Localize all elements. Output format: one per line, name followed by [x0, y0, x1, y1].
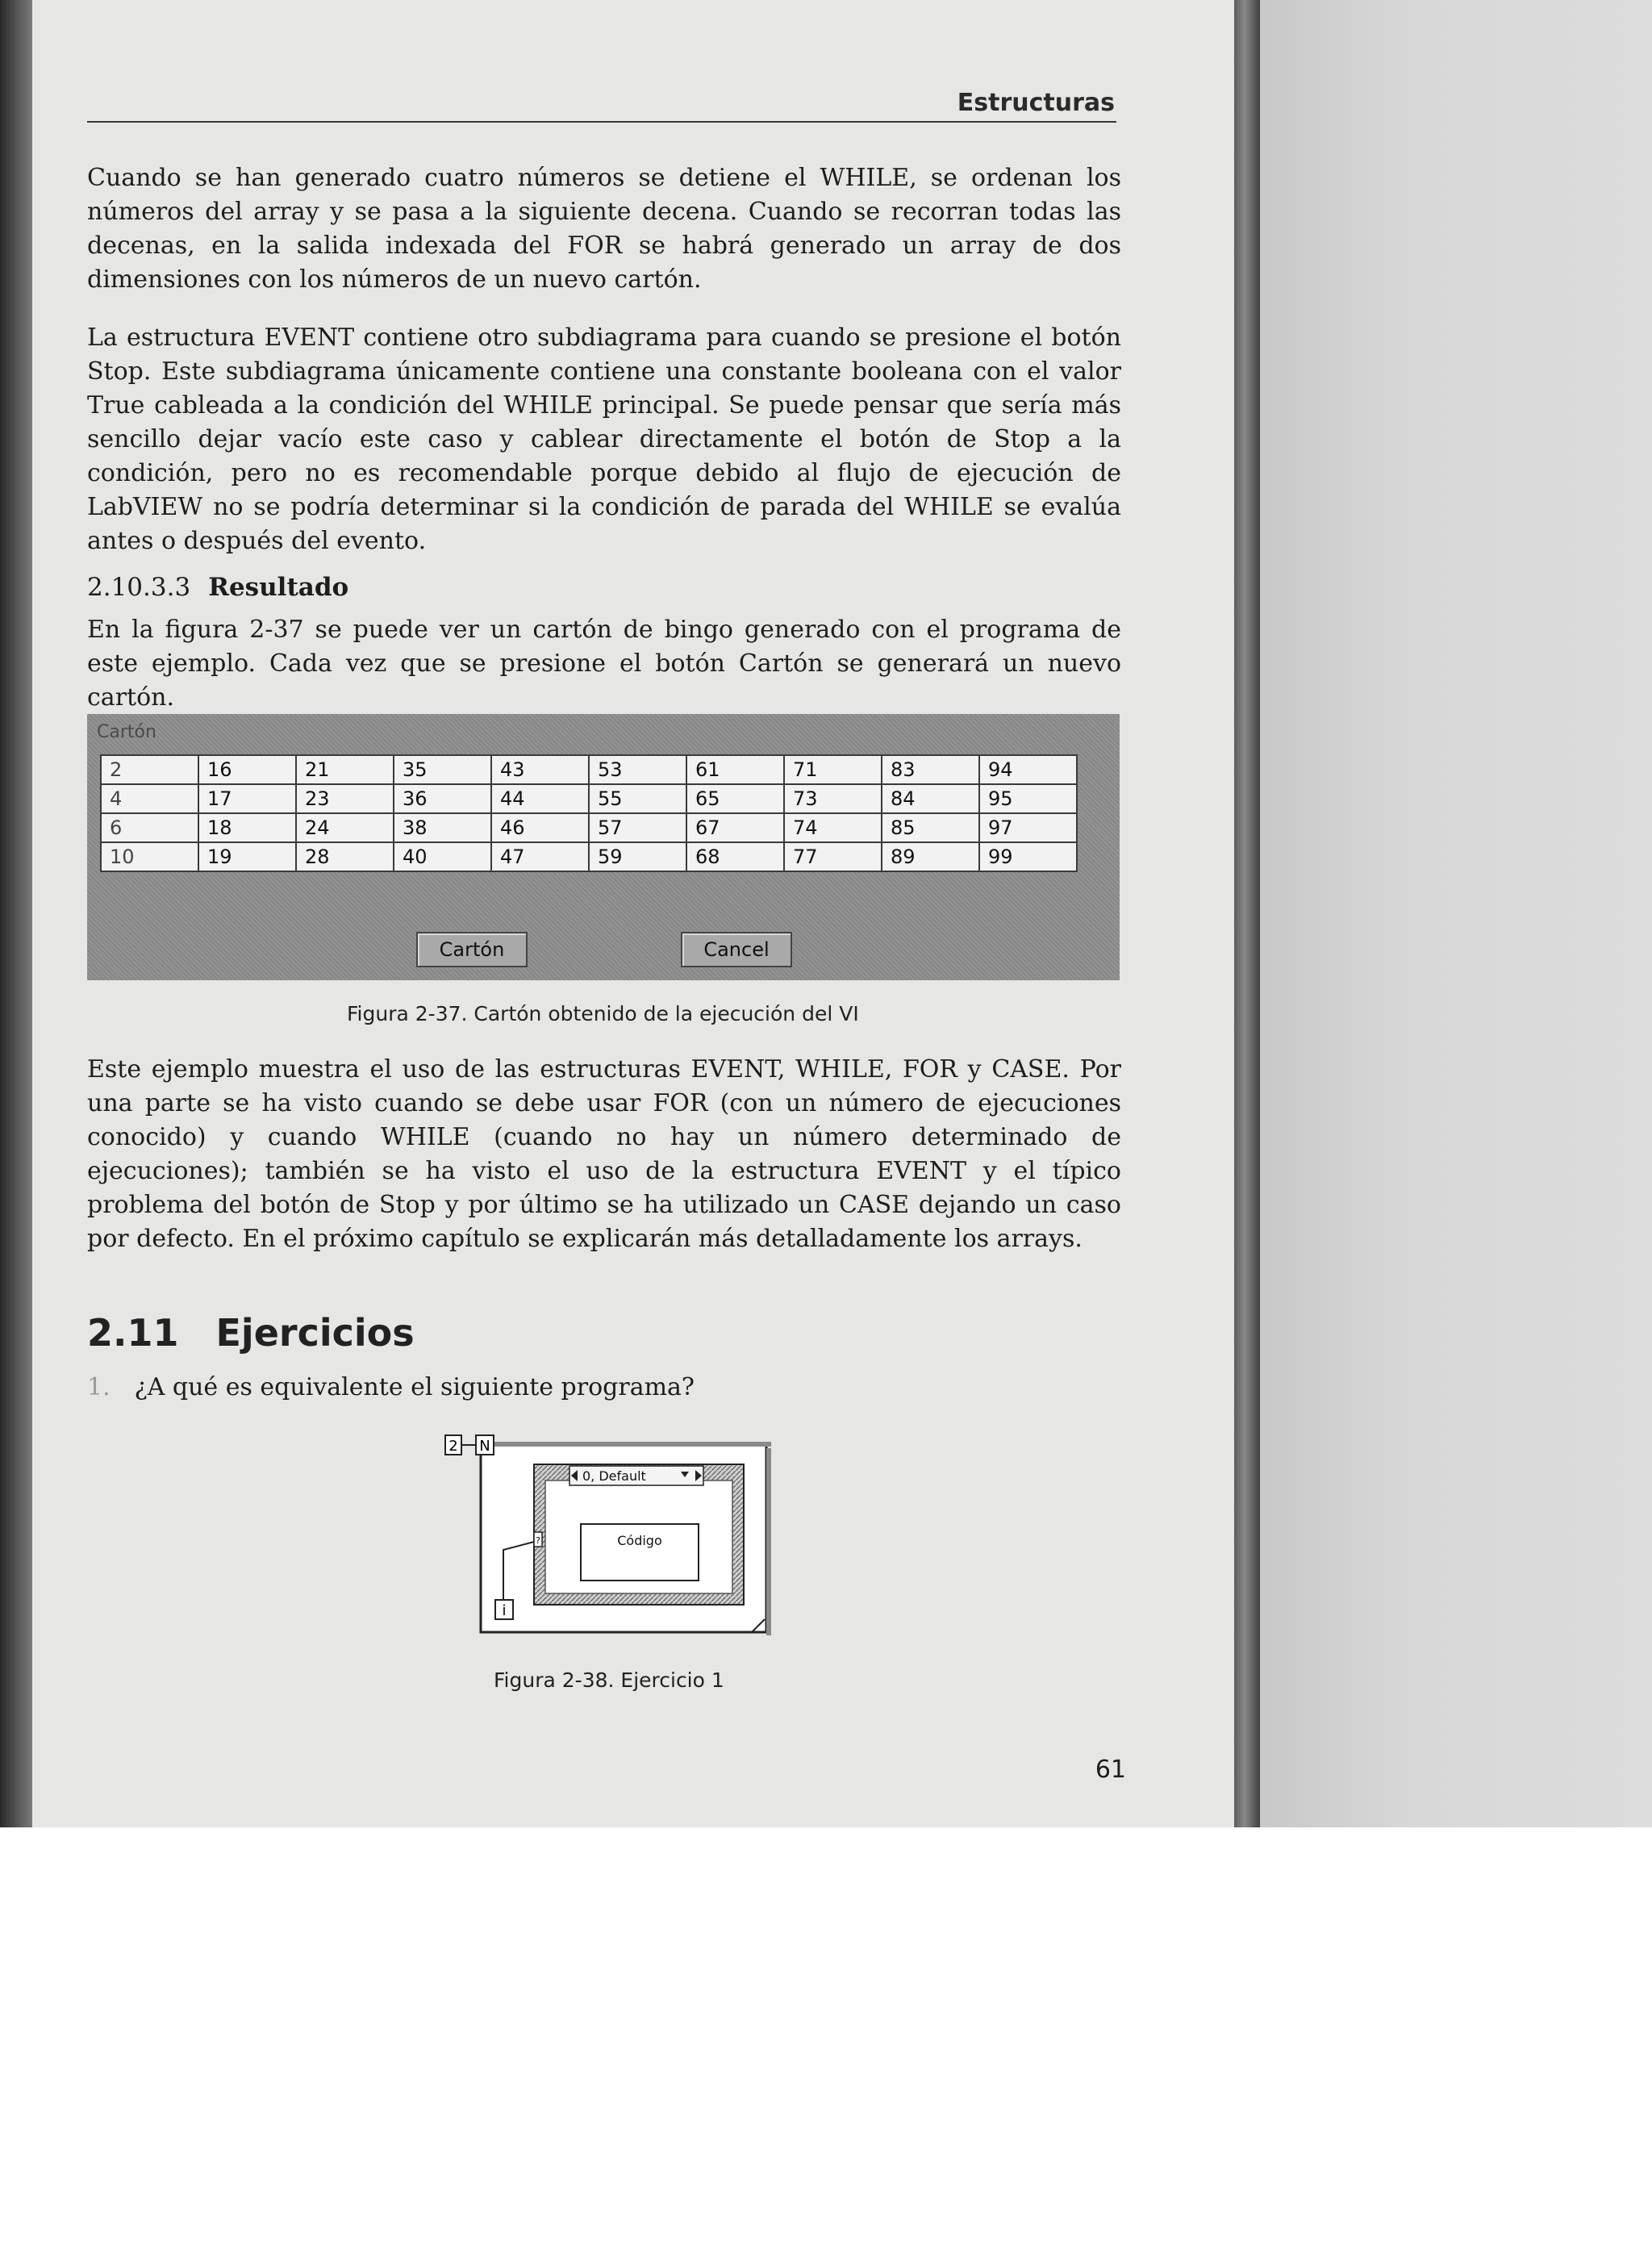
table-cell: 74 [784, 813, 882, 842]
paragraph-4: Este ejemplo muestra el uso de las estructuras EVENT, WHILE, FOR y CASE. Por una parte se ha visto cuando se debe usar FOR (con un número de ejecuciones conocido) y cuando WHILE (cuando no hay un número determinado de ejecuciones); también se ha visto el uso de la estructura EVENT y el típico problema del botón de Stop y por último se ha utilizado un CASE dejando un caso por defecto. En el próximo capítulo se explicarán más detalladamente los arrays. [87, 1055, 1121, 1253]
code-subvi-box [581, 1524, 699, 1581]
table-cell: 53 [589, 755, 686, 784]
header-rule [87, 121, 1116, 123]
table-cell: 16 [198, 755, 296, 784]
labview-diagram [436, 1432, 774, 1658]
subsection-title: Resultado [208, 573, 349, 602]
table-cell: 40 [394, 842, 491, 871]
table-cell: 83 [882, 755, 979, 784]
table-cell: 99 [979, 842, 1077, 871]
table-cell: 65 [686, 784, 784, 813]
svg-text:N: N [479, 1438, 490, 1455]
table-row [101, 813, 1077, 842]
figure-caption-2-38: Figura 2-38. Ejercicio 1 [494, 1668, 724, 1692]
section-number: 2.11 [87, 1311, 179, 1355]
page-edge-shadow [1234, 0, 1260, 1827]
svg-text:Código: Código [617, 1533, 662, 1548]
svg-text:?: ? [536, 1535, 540, 1546]
subsection-number: 2.10.3.3 [87, 573, 191, 602]
table-cell: 47 [491, 842, 589, 871]
svg-text:2: 2 [448, 1438, 458, 1455]
facing-page [1260, 0, 1652, 1827]
paragraph-1: Cuando se han generado cuatro números se detiene el WHILE, se ordenan los números del array y se pasa a la siguiente decena. Cuando se recorran todas las decenas, en la salida indexada del FOR se habrá generado un array de dos dimensiones con los números de un nuevo cartón. [87, 164, 1121, 294]
table-cell: 18 [198, 813, 296, 842]
section-title: Ejercicios [215, 1311, 415, 1355]
table-cell: 4 [101, 784, 198, 813]
table-cell: 68 [686, 842, 784, 871]
carton-button[interactable]: Cartón [416, 932, 528, 967]
table-cell: 61 [686, 755, 784, 784]
table-cell: 94 [979, 755, 1077, 784]
page-number: 61 [1095, 1756, 1126, 1784]
table-cell: 36 [394, 784, 491, 813]
running-header: Estructuras [957, 89, 1115, 117]
table-cell: 89 [882, 842, 979, 871]
count-constant [445, 1435, 461, 1455]
table-cell: 71 [784, 755, 882, 784]
table-cell: 95 [979, 784, 1077, 813]
table-row [101, 755, 1077, 784]
exercise-1 [87, 1373, 695, 1401]
panel-label: Cartón [97, 722, 156, 742]
table-cell: 17 [198, 784, 296, 813]
count-terminal [476, 1435, 494, 1455]
table-cell: 38 [394, 813, 491, 842]
cancel-button[interactable]: Cancel [681, 932, 792, 967]
table-cell: 44 [491, 784, 589, 813]
table-cell: 46 [491, 813, 589, 842]
table-cell: 19 [198, 842, 296, 871]
table-cell: 43 [491, 755, 589, 784]
table-cell: 10 [101, 842, 198, 871]
figure-caption-2-37: Figura 2-37. Cartón obtenido de la ejecución del VI [347, 1002, 859, 1025]
table-row [101, 842, 1077, 871]
table-cell: 2 [101, 755, 198, 784]
table-cell: 59 [589, 842, 686, 871]
scanner-background [0, 1827, 1652, 2255]
exercise-question: ¿A qué es equivalente el siguiente programa? [134, 1373, 695, 1401]
selector-terminal [534, 1532, 542, 1547]
bingo-card-table [100, 754, 1078, 872]
table-cell: 67 [686, 813, 784, 842]
table-cell: 24 [296, 813, 394, 842]
subsection-heading [87, 573, 348, 602]
table-cell: 21 [296, 755, 394, 784]
table-cell: 55 [589, 784, 686, 813]
svg-text:i: i [502, 1602, 507, 1619]
table-cell: 6 [101, 813, 198, 842]
section-heading [87, 1311, 415, 1355]
table-cell: 85 [882, 813, 979, 842]
iteration-terminal [495, 1600, 513, 1619]
table-cell: 84 [882, 784, 979, 813]
case-selector[interactable] [569, 1466, 703, 1485]
svg-text:0, Default: 0, Default [582, 1468, 646, 1484]
table-cell: 77 [784, 842, 882, 871]
table-row [101, 784, 1077, 813]
table-cell: 97 [979, 813, 1077, 842]
table-cell: 57 [589, 813, 686, 842]
paragraph-3: En la figura 2-37 se puede ver un cartón de bingo generado con el programa de este ejemplo. Cada vez que se presione el botón Cartón se generará un nuevo cartón. [87, 616, 1121, 712]
table-cell: 35 [394, 755, 491, 784]
table-cell: 23 [296, 784, 394, 813]
table-cell: 28 [296, 842, 394, 871]
paragraph-2: La estructura EVENT contiene otro subdiagrama para cuando se presione el botón Stop. Este subdiagrama únicamente contiene una constante booleana con el valor True cableada a la condición del WHILE principal. Se puede pensar que sería más sencillo dejar vacío este caso y cablear directamente el botón de Stop a la condición, pero no es recomendable porque debido al flujo de ejecución de LabVIEW no se podría determinar si la condición de parada del WHILE se evalúa antes o después del evento. [87, 324, 1121, 555]
table-cell: 73 [784, 784, 882, 813]
exercise-number: 1. [87, 1373, 111, 1401]
bingo-card-panel [87, 714, 1120, 980]
